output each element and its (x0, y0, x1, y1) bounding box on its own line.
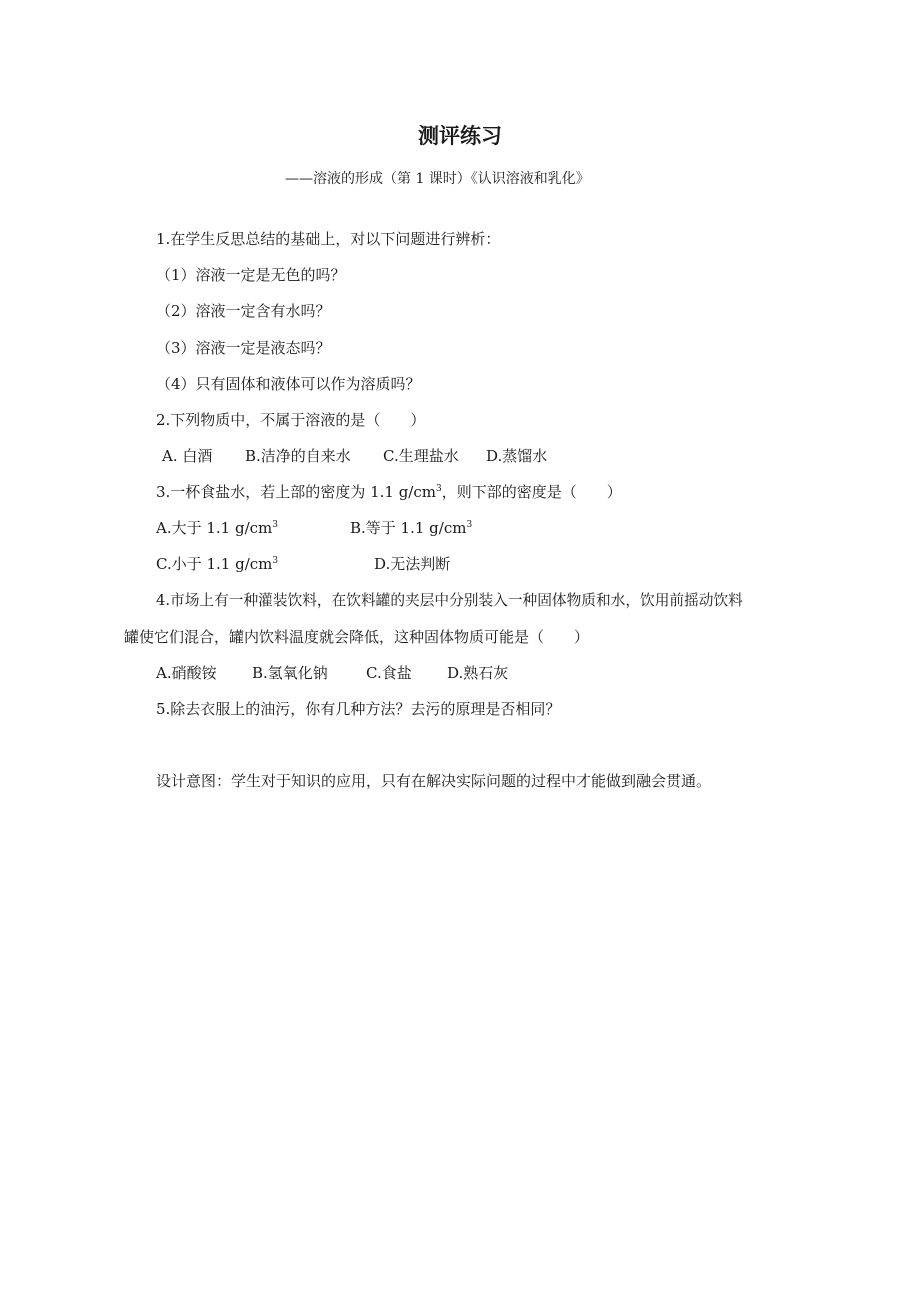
question-1-item-1: （1）溶液一定是无色的吗？ (156, 266, 346, 284)
question-3-option-d: D.无法判断 (374, 555, 451, 573)
question-4-option-d: D.熟石灰 (447, 664, 509, 682)
question-3-stem (156, 481, 622, 503)
question-3-option-b-superscript: 3 (466, 520, 473, 530)
question-1-stem: 1.在学生反思总结的基础上，对以下问题进行辨析： (156, 230, 501, 248)
question-3-option-c-superscript: 3 (272, 556, 279, 566)
question-3-option-c-text: C.小于 1.1 g/cm (156, 555, 273, 573)
question-3-option-b (350, 517, 472, 539)
page-subtitle: ——溶液的形成（第 1 课时）《认识溶液和乳化》 (285, 171, 590, 187)
question-4-option-c: C.食盐 (366, 664, 412, 682)
question-3-stem-superscript: 3 (435, 484, 442, 494)
question-4-stem-line-1: 4.市场上有一种灌装饮料，在饮料罐的夹层中分别装入一种固体物质和水，饮用前摇动饮料 (156, 592, 743, 609)
question-3-stem-tail: ，则下部的密度是（ ） (441, 483, 622, 501)
question-2-option-c: C.生理盐水 (383, 447, 459, 465)
question-2-option-b: B.洁净的自来水 (245, 447, 351, 465)
question-4-option-a: A.硝酸铵 (156, 664, 217, 682)
question-4-stem-line-2: 罐使它们混合，罐内饮料温度就会降低，这种固体物质可能是（ ） (124, 628, 590, 646)
question-2-option-a: A. 白酒 (162, 447, 213, 465)
question-3-option-b-text: B.等于 1.1 g/cm (350, 519, 467, 537)
question-3-option-a-superscript: 3 (272, 520, 279, 530)
design-intent: 设计意图：学生对于知识的应用，只有在解决实际问题的过程中才能做到融会贯通。 (156, 772, 712, 790)
question-3-stem-text: 3.一杯食盐水，若上部的密度为 1.1 g/cm (156, 483, 436, 501)
question-5-stem: 5.除去衣服上的油污，你有几种方法？去污的原理是否相同？ (156, 700, 561, 718)
page-title: 测评练习 (418, 124, 502, 148)
question-1-item-4: （4）只有固体和液体可以作为溶质吗？ (156, 375, 421, 393)
question-1-item-3: （3）溶液一定是液态吗？ (156, 339, 331, 357)
question-1-item-2: （2）溶液一定含有水吗？ (156, 302, 331, 320)
question-2-stem: 2.下列物质中，不属于溶液的是（ ） (156, 411, 426, 429)
question-3-option-a-text: A.大于 1.1 g/cm (156, 519, 273, 537)
question-4-option-b: B.氢氧化钠 (252, 664, 328, 682)
question-2-option-d: D.蒸馏水 (486, 447, 548, 465)
question-3-option-a (156, 517, 278, 539)
question-3-option-c (156, 553, 278, 575)
